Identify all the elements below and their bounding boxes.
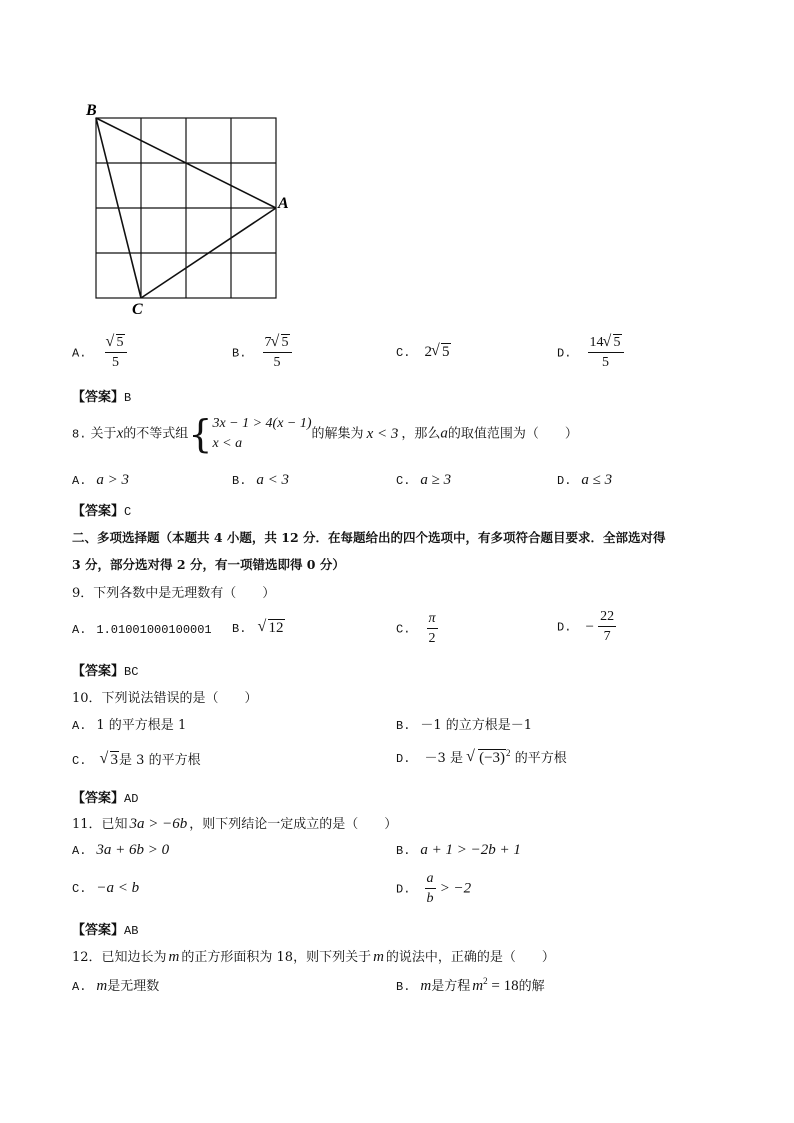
q7-answer: 【答案】B bbox=[72, 390, 132, 405]
q9-option-a[interactable]: A. 1.01001000100001 bbox=[72, 623, 212, 637]
q12-option-b[interactable]: B. m是方程 $m^2 = 18$的解 bbox=[396, 976, 545, 994]
label-c: C bbox=[132, 301, 143, 318]
q7-option-a[interactable] bbox=[72, 336, 127, 370]
section-2-heading-line2: 3 分，部分选对得 2 分，有一项错选即得 0 分） bbox=[72, 557, 345, 572]
q11-stem: 11．已知 3a > −6b ，则下列结论一定成立的是（ ） bbox=[72, 816, 398, 832]
q7-option-d[interactable] bbox=[557, 336, 624, 370]
q9-option-b[interactable]: B. √ 12 bbox=[232, 620, 285, 637]
option-letter: A. bbox=[72, 346, 87, 361]
q8-stem: 8. 关于x的不等式组{ 3x − 1 > 4(x − 1) x < a 的解集为 x < 3 ，那么a的取值范围为（ ） bbox=[72, 412, 578, 456]
fraction: √ $\frac{5}{5}$ bbox=[105, 336, 127, 370]
q10-option-d[interactable]: D. －3 是 √ $(-3)^2$ 的平方根 bbox=[396, 747, 567, 767]
q8-option-a[interactable]: A. a > 3 bbox=[72, 472, 130, 488]
q11-option-d[interactable]: D. $\frac{a}{b}$ > −2 bbox=[396, 871, 472, 906]
q12-option-a[interactable]: A. m是无理数 bbox=[72, 978, 160, 994]
section-2-heading: 二、多项选择题（本题共 4 小题，共 12 分．在每题给出的四个选项中，有多项符合题目要求．全部选对得 bbox=[72, 530, 666, 545]
q11-option-a[interactable]: A. 3a + 6b > 0 bbox=[72, 842, 170, 858]
label-a: A bbox=[278, 195, 289, 212]
q9-answer: 【答案】BC bbox=[72, 664, 139, 679]
grid-figure bbox=[84, 98, 304, 320]
q11-option-c[interactable]: C. −a < b bbox=[72, 880, 140, 896]
q8-option-b[interactable]: B. a < 3 bbox=[232, 472, 290, 488]
q10-option-a[interactable]: A. 1 的平方根是 1 bbox=[72, 718, 187, 733]
q8-answer: 【答案】C bbox=[72, 504, 132, 519]
q8-option-d[interactable]: D. a ≤ 3 bbox=[557, 472, 613, 488]
q7-option-b[interactable] bbox=[232, 336, 292, 370]
option-letter: C. bbox=[396, 346, 411, 360]
q9-stem: 9．下列各数中是无理数有（ ） bbox=[72, 586, 276, 601]
q10-answer: 【答案】AD bbox=[72, 791, 139, 806]
q10-stem: 10．下列说法错误的是（ ） bbox=[72, 691, 258, 706]
q7-option-c[interactable]: C. 2√ 5 bbox=[396, 344, 451, 361]
grid-lines bbox=[96, 118, 276, 298]
fraction: $\frac{14√ 5}{5}$ bbox=[588, 336, 624, 370]
q10-option-c[interactable]: C. √ 3是 3 的平方根 bbox=[72, 749, 201, 769]
q12-stem: 12．已知边长为 m 的正方形面积为 18，则下列关于 m 的说法中，正确的是（ ） bbox=[72, 949, 555, 965]
q11-option-b[interactable]: B. a + 1 > −2b + 1 bbox=[396, 842, 521, 858]
option-letter: D. bbox=[557, 346, 572, 361]
q9-option-c[interactable]: C. $\frac{\pi}{2}$ bbox=[396, 611, 436, 646]
label-b: B bbox=[86, 102, 97, 119]
q9-option-d[interactable]: D. − $\frac{22}{7}$ bbox=[557, 609, 615, 644]
option-letter: B. bbox=[232, 346, 247, 361]
fraction: $\frac{7√ 5}{5}$ bbox=[263, 336, 292, 370]
q8-option-c[interactable]: C. a ≥ 3 bbox=[396, 472, 452, 488]
q10-option-b[interactable]: B. －1 的立方根是－1 bbox=[396, 718, 533, 733]
q11-answer: 【答案】AB bbox=[72, 923, 139, 938]
